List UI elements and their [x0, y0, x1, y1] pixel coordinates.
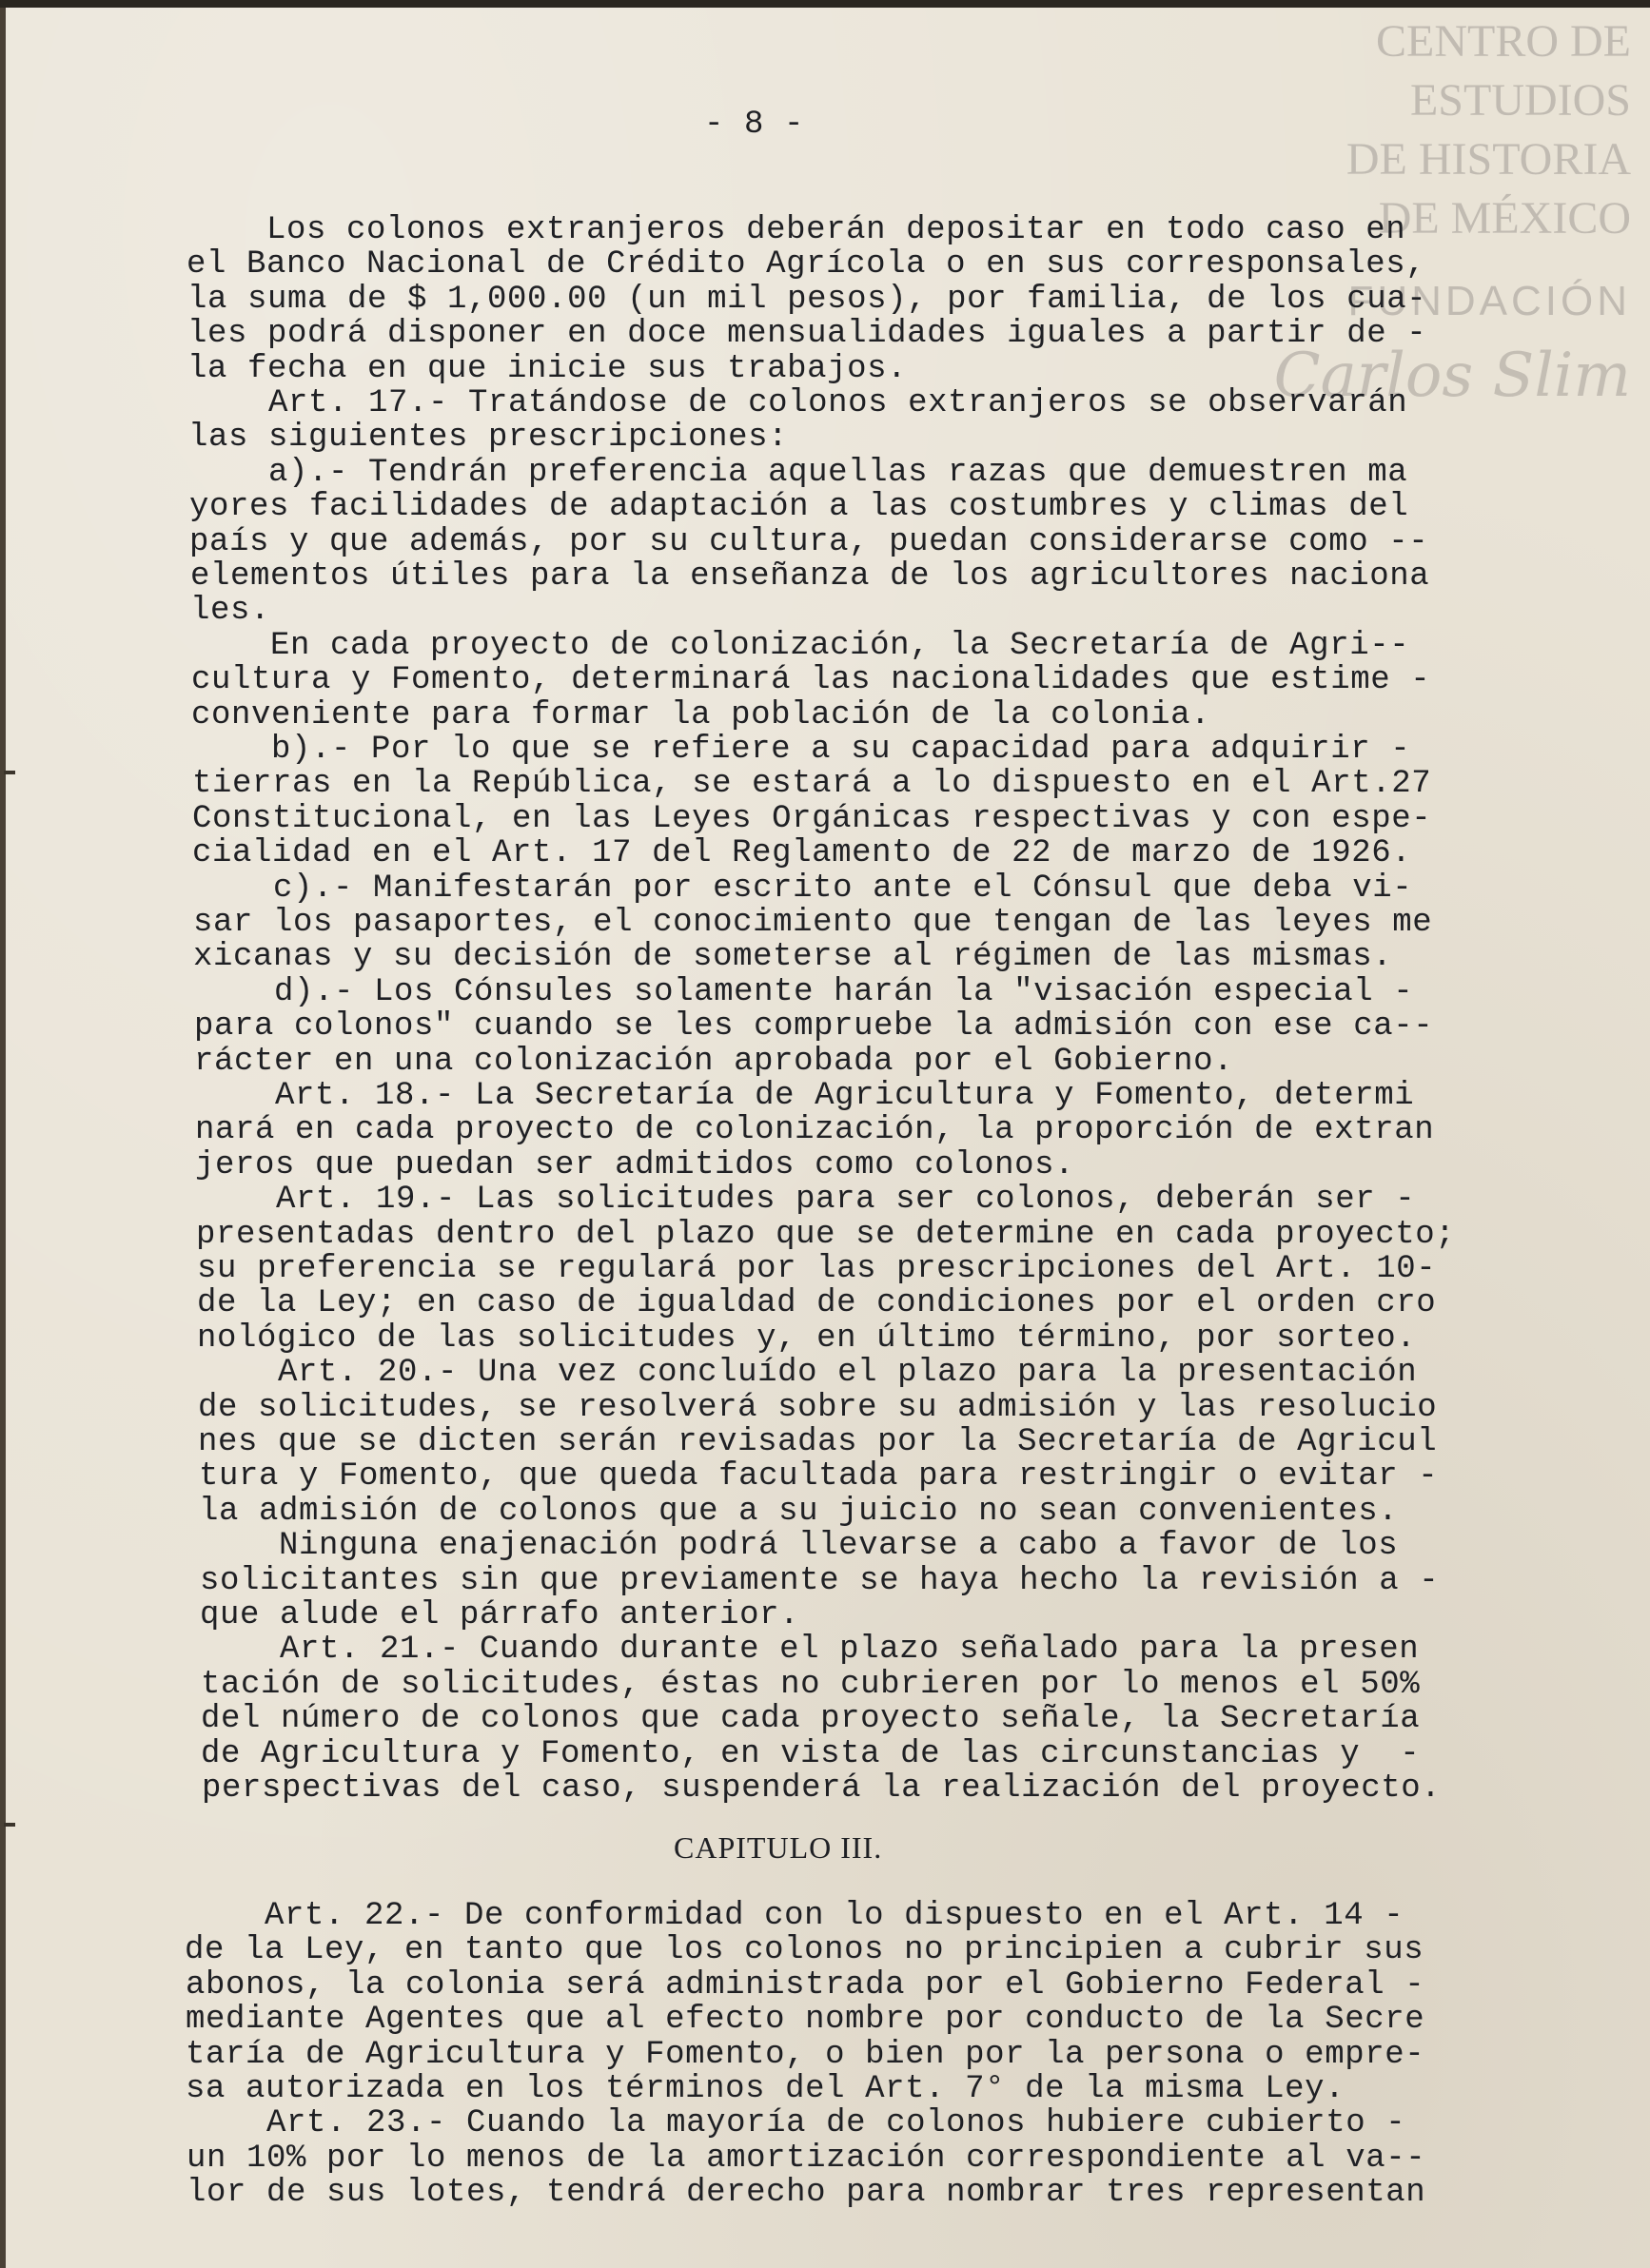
text-line: nará en cada proyecto de colonización, la proporción de extran: [195, 1112, 1435, 1149]
text-line: lor de sus lotes, tendrá derecho para nombrar tres representan: [187, 2175, 1426, 2212]
text-line: Art. 20.- Una vez concluído el plazo para la presentación: [198, 1355, 1418, 1392]
text-line: Art. 23.- Cuando la mayoría de colonos hubiere cubierto -: [187, 2105, 1406, 2142]
watermark-foundation: FUNDACIÓN: [1347, 278, 1631, 324]
text-line: la suma de $ 1,000.00 (un mil pesos), por familia, de los cua-: [187, 281, 1427, 318]
text-line: c).- Manifestarán por escrito ante el Cónsul que deba vi-: [193, 870, 1413, 907]
text-line: conveniente para formar la población de la colonia.: [191, 696, 1211, 733]
text-line: sar los pasaportes, el conocimiento que tengan de las leyes me: [193, 905, 1433, 941]
text-line: sa autorizada en los términos del Art. 7° de la misma Ley.: [186, 2071, 1346, 2107]
watermark-line-3: DE HISTORIA: [1346, 134, 1631, 185]
text-line: tura y Fomento, que queda facultada para restringir o evitar -: [199, 1458, 1439, 1496]
margin-mark: [4, 1823, 15, 1827]
text-line: taría de Agricultura y Fomento, o bien por la persona o empre-: [186, 2036, 1425, 2073]
text-line: Constitucional, en las Leyes Orgánicas respectivas y con espe-: [192, 800, 1432, 837]
text-line: nológico de las solicitudes y, en último término, por sorteo.: [197, 1320, 1417, 1357]
text-line: mediante Agentes que al efecto nombre por conducto de la Secre: [186, 2002, 1425, 2039]
text-line: les.: [190, 593, 271, 630]
text-line: la admisión de colonos que a su juicio no sean convenientes.: [199, 1493, 1399, 1530]
text-line: abonos, la colonia será administrada por el Gobierno Federal -: [186, 1966, 1425, 2004]
text-line: para colonos" cuando se les compruebe la admisión con ese ca--: [194, 1008, 1434, 1046]
text-line: les podrá disponer en doce mensualidades iguales a partir de -: [187, 316, 1427, 353]
text-line: Art. 19.- Las solicitudes para ser colonos, deberán ser -: [196, 1182, 1416, 1219]
text-line: de Agricultura y Fomento, en vista de las circunstancias y -: [201, 1735, 1421, 1772]
text-line: d).- Los Cónsules solamente harán la "visación especial -: [194, 973, 1414, 1010]
text-line: un 10% por lo menos de la amortización correspondiente al va--: [187, 2140, 1426, 2177]
text-line: Art. 17.- Tratándose de colonos extranjeros se observarán: [188, 385, 1408, 421]
text-line: b).- Por lo que se refiere a su capacidad para adquirir -: [191, 732, 1411, 768]
text-line: cialidad en el Art. 17 del Reglamento de 22 de marzo de 1926.: [192, 835, 1412, 872]
watermark-line-1: CENTRO DE: [1376, 16, 1631, 67]
margin-mark: [4, 771, 15, 774]
text-line: elementos útiles para la enseñanza de los agricultores naciona: [190, 558, 1430, 595]
watermark-signature: Carlos Slim: [1273, 341, 1631, 411]
text-line: cultura y Fomento, determinará las nacionalidades que estime -: [191, 662, 1431, 699]
text-line: En cada proyecto de colonización, la Secretaría de Agri--: [190, 627, 1410, 664]
text-line: Ninguna enajenación podrá llevarse a cabo a favor de los: [199, 1528, 1399, 1565]
text-line: tierras en la República, se estará a lo dispuesto en el Art.27: [192, 766, 1432, 803]
text-line: Los colonos extranjeros deberán depositar en todo caso en: [187, 212, 1406, 248]
text-line: nes que se dicten serán revisadas por la Secretaría de Agricul: [198, 1424, 1438, 1460]
watermark-line-4: DE MÉXICO: [1378, 193, 1631, 244]
document-page: [0, 8, 1650, 2268]
page-binding-edge: [0, 8, 6, 2268]
text-line: la fecha en que inicie sus trabajos.: [187, 350, 908, 387]
text-line: Art. 18.- La Secretaría de Agricultura y Fomento, determi: [195, 1078, 1415, 1114]
text-line: presentadas dentro del plazo que se determine en cada proyecto;: [196, 1216, 1456, 1253]
text-line: tación de solicitudes, éstas no cubrieren por lo menos el 50%: [201, 1666, 1421, 1703]
text-line: Art. 22.- De conformidad con lo dispuesto en el Art. 14 -: [185, 1898, 1404, 1934]
text-line: solicitantes sin que previamente se haya hecho la revisión a -: [200, 1562, 1440, 1599]
text-line: país y que además, por su cultura, puedan considerarse como --: [189, 523, 1429, 560]
chapter-title: CAPITULO III.: [674, 1830, 883, 1865]
text-line: a).- Tendrán preferencia aquellas razas que demuestren ma: [188, 454, 1408, 491]
text-line: el Banco Nacional de Crédito Agrícola o en sus corresponsales,: [187, 246, 1426, 284]
text-line: de la Ley, en tanto que los colonos no principien a cubrir sus: [185, 1932, 1424, 1969]
text-line: de solicitudes, se resolverá sobre su admisión y las resolucio: [198, 1389, 1438, 1426]
text-line: yores facilidades de adaptación a las costumbres y climas del: [189, 489, 1409, 526]
text-line: perspectivas del caso, suspenderá la realización del proyecto.: [202, 1770, 1442, 1807]
text-line: del número de colonos que cada proyecto señale, la Secretaría: [201, 1701, 1421, 1738]
text-line: rácter en una colonización aprobada por el Gobierno.: [194, 1043, 1234, 1080]
text-line: las siguientes prescripciones:: [188, 420, 789, 457]
text-line: de la Ley; en caso de igualdad de condiciones por el orden cro: [197, 1285, 1437, 1322]
text-line: jeros que puedan ser admitidos como colonos.: [195, 1146, 1075, 1183]
page-number: - 8 -: [704, 107, 805, 143]
text-line: Art. 21.- Cuando durante el plazo señalado para la presen: [200, 1632, 1420, 1669]
text-line: su preferencia se regulará por las prescripciones del Art. 10-: [197, 1251, 1437, 1287]
text-line: que alude el párrafo anterior.: [200, 1597, 800, 1633]
text-line: xicanas y su decisión de someterse al régimen de las mismas.: [193, 939, 1393, 976]
watermark-line-2: ESTUDIOS: [1409, 75, 1631, 126]
